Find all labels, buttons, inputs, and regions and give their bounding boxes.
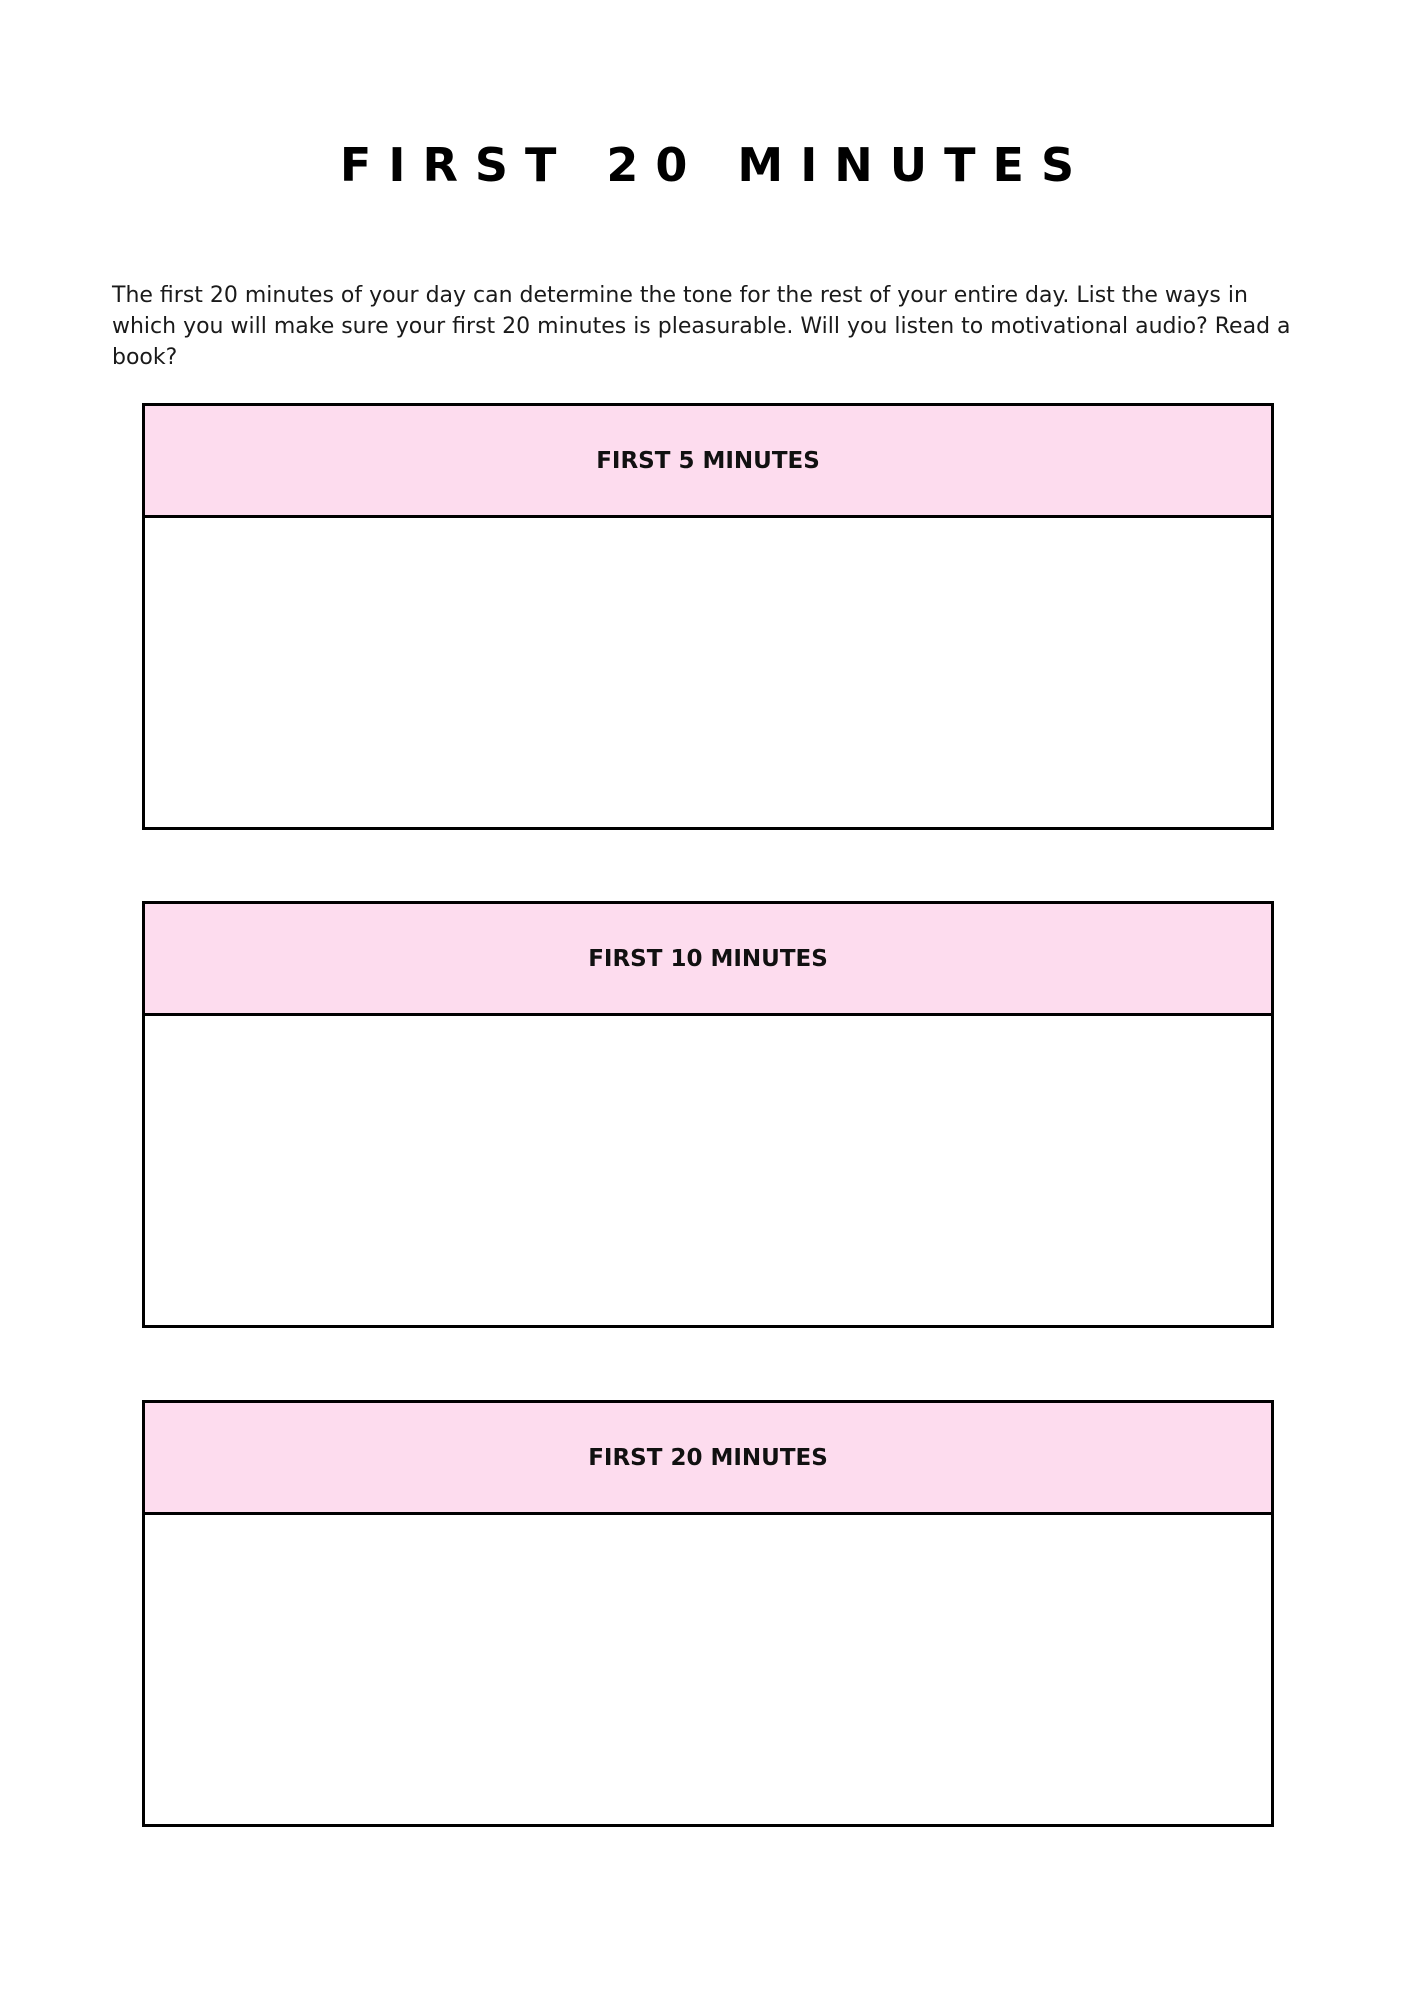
writing-area[interactable] bbox=[145, 518, 1271, 827]
section-heading: FIRST 20 MINUTES bbox=[145, 1403, 1271, 1515]
section-heading: FIRST 10 MINUTES bbox=[145, 904, 1271, 1016]
writing-area[interactable] bbox=[145, 1016, 1271, 1325]
section-heading: FIRST 5 MINUTES bbox=[145, 406, 1271, 518]
section-first-20-minutes bbox=[142, 1400, 1274, 1827]
page-title: FIRST 20 MINUTES bbox=[339, 138, 1092, 192]
section-first-5-minutes bbox=[142, 403, 1274, 830]
section-first-10-minutes bbox=[142, 901, 1274, 1328]
writing-area[interactable] bbox=[145, 1515, 1271, 1824]
intro-paragraph: The first 20 minutes of your day can determine the tone for the rest of your entire day. List the ways in which you will make sure your first 20 minutes is pleasurable. Will you listen to motivational audio? Read a book? bbox=[112, 283, 1291, 370]
